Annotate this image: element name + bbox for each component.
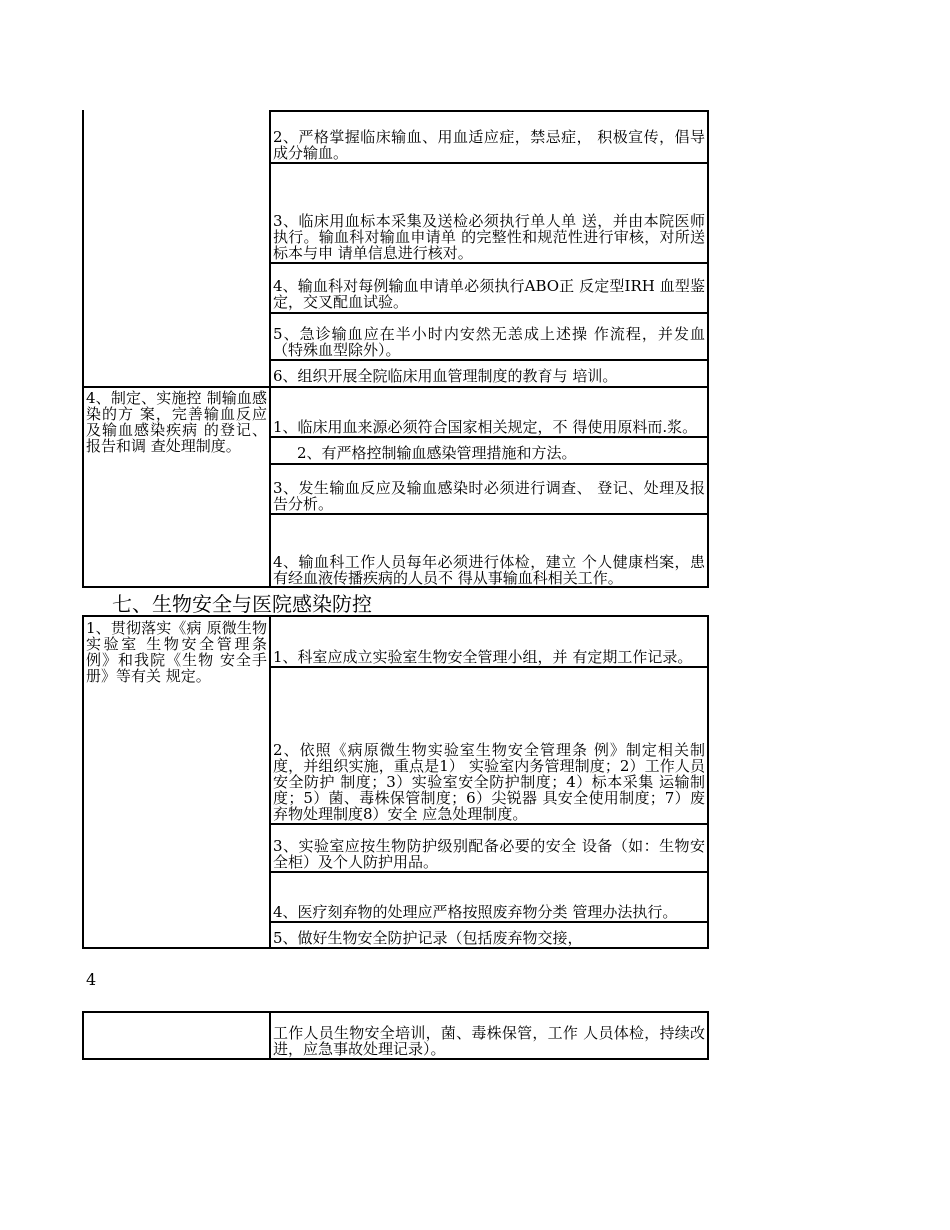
table-row bbox=[271, 923, 707, 947]
table-row bbox=[271, 873, 707, 921]
row-text: 2、依照《病原微生物实验室生物安全管理条 例》制定相关制度，并组织实施，重点是1） 实验室内务管理制度；2）工作人员安全防护 制度；3）实验室安全防护制度；4）标本采集 运输制度；5）菌、毒株保管制度；6）尖锐器 具安全使用制度；7）废弃物处理制度8）安全 应急处理制度。 bbox=[273, 741, 705, 823]
row-text: 3、临床用血标本采集及送检必须执行单人单 送，并由本院医师执行。输血科对输血申请单 的完整性和规范性进行审核，对所送标本与申 请单信息进行核对。 bbox=[273, 212, 705, 262]
page-number: 4 bbox=[86, 970, 97, 989]
table-row bbox=[271, 314, 707, 359]
table-row bbox=[271, 164, 707, 262]
table-row bbox=[271, 264, 707, 312]
row-text: 5、做好生物安全防护记录（包括废弃物交接， bbox=[273, 929, 583, 947]
row-text: 1、临床用血来源必须符合国家相关规定，不 得使用原料而.浆。 bbox=[273, 418, 698, 436]
row-text: 4、输血科对每例输血申请单必须执行ABO正 反定型IRH 血型鉴定，交叉配血试验。 bbox=[273, 277, 705, 311]
requirement-cell bbox=[84, 1013, 269, 1058]
row-text: 5、急诊输血应在半小时内安然无恙成上述操 作流程，并发血（特殊血型除外）。 bbox=[273, 325, 705, 359]
table-row bbox=[271, 361, 707, 386]
requirement-text: 1、贯彻落实《病 原微生物实验室 生物安全管理条 例》和我院《生物 安全手册》等有关 规定。 bbox=[86, 620, 267, 685]
row-text: 4、输血科工作人员每年必须进行体检，建立 个人健康档案，患有经血液传播疾病的人员不 得从事输血科相关工作。 bbox=[273, 553, 705, 586]
row-text: 工作人员生物安全培训，菌、毒株保管，工作 人员体检，持续改进，应急事故处理记录）。 bbox=[273, 1024, 705, 1058]
section-title: 七、生物安全与医院感染防控 bbox=[112, 592, 372, 616]
table-row bbox=[271, 112, 707, 162]
requirement-cell bbox=[84, 390, 269, 510]
table-row bbox=[271, 438, 707, 463]
row-text: 4、医疗刻弃物的处理应严格按照废弃物分类 管理办法执行。 bbox=[273, 903, 678, 921]
table-row bbox=[271, 825, 707, 871]
row-text: 2、严格掌握临床输血、用血适应症，禁忌症， 积极宣传，倡导成分输血。 bbox=[273, 128, 705, 162]
row-text: 2、有严格控制输血感染管理措施和方法。 bbox=[297, 444, 577, 462]
requirement-text: 4、制定、实施控 制输血感染的方 案，完善输血反应 及输血感染疾病 的登记、报告和调 查处理制度。 bbox=[86, 390, 267, 455]
row-text: 6、组织开展全院临床用血管理制度的教育与 培训。 bbox=[273, 367, 618, 385]
requirement-cell bbox=[84, 620, 269, 720]
table-row bbox=[271, 617, 707, 666]
row-text: 3、发生输血反应及输血感染时必须进行调查、 登记、处理及报告分析。 bbox=[273, 479, 705, 513]
table-row bbox=[271, 1013, 707, 1058]
row-text: 1、科室应成立实验室生物安全管理小组，并 有定期工作记录。 bbox=[273, 648, 693, 666]
table-row bbox=[271, 465, 707, 513]
table-row bbox=[271, 668, 707, 823]
table-row bbox=[271, 388, 707, 436]
row-text: 3、实验室应按生物防护级别配备必要的安全 设备（如：生物安全柜）及个人防护用品。 bbox=[273, 837, 705, 871]
table-row bbox=[271, 515, 707, 586]
